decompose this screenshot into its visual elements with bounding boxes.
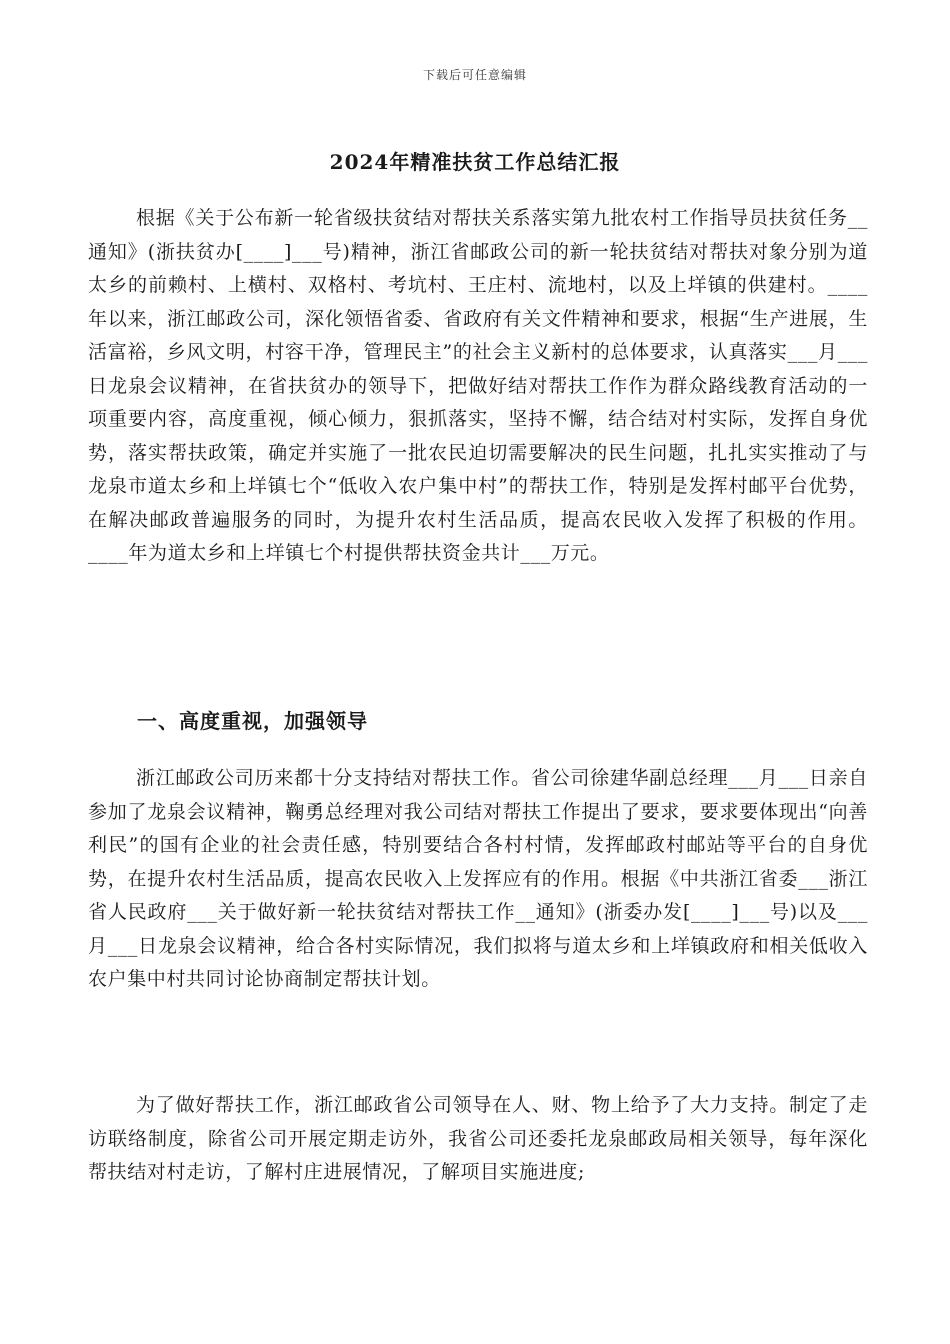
- intro-paragraph: 根据《关于公布新一轮省级扶贫结对帮扶关系落实第九批农村工作指导员扶贫任务__通知》(浙扶贫办[____]___号)精神，浙江省邮政公司的新一轮扶贫结对帮扶对象分别为道太乡的前赖村、上横村、双格村、考坑村、王庄村、流地村，以及上垟镇的供建村。____年以来，浙江邮政公司，深化领悟省委、省政府有关文件精神和要求，根据“生产进展，生活富裕，乡风文明，村容干净，管理民主”的社会主义新村的总体要求，认真落实___月___日龙泉会议精神，在省扶贫办的领导下，把做好结对帮扶工作作为群众路线教育活动的一项重要内容，高度重视，倾心倾力，狠抓落实，坚持不懈，结合结对村实际，发挥自身优势，落实帮扶政策，确定并实施了一批农民迫切需要解决的民生问题，扎扎实实推动了与龙泉市道太乡和上垟镇七个“低收入农户集中村”的帮扶工作，特别是发挥村邮平台优势，在解决邮政普遍服务的同时，为提升农村生活品质，提高农民收入发挥了积极的作用。____年为道太乡和上垟镇七个村提供帮扶资金共计___万元。: [88, 207, 868, 564]
- header-note: 下载后可任意编辑: [422, 68, 527, 82]
- section-paragraph-1: 浙江邮政公司历来都十分支持结对帮扶工作。省公司徐建华副总经理___月___日亲自参加了龙泉会议精神，鞠勇总经理对我公司结对帮扶工作提出了要求，要求要体现出“向善利民”的国有企业的社会责任感，特别要结合各村村情，发挥邮政村邮站等平台的自身优势，在提升农村生活品质，提高农民收入上发挥应有的作用。根据《中共浙江省委___浙江省人民政府___关于做好新一轮扶贫结对帮扶工作__通知》(浙委办发[____]___号)以及___月___日龙泉会议精神，给合各村实际情况，我们拟将与道太乡和上垟镇政府和相关低收入农户集中村共同讨论协商制定帮扶计划。: [88, 767, 868, 990]
- document-title: 2024年精准扶贫工作总结汇报: [329, 150, 621, 174]
- section-paragraph-2: 为了做好帮扶工作，浙江邮政省公司领导在人、财、物上给予了大力支持。制定了走访联络制度，除省公司开展定期走访外，我省公司还委托龙泉邮政局相关领导，每年深化帮扶结对村走访，了解村庄进展情况，了解项目实施进度;: [88, 1094, 868, 1183]
- section-heading: 一、高度重视，加强领导: [137, 709, 368, 733]
